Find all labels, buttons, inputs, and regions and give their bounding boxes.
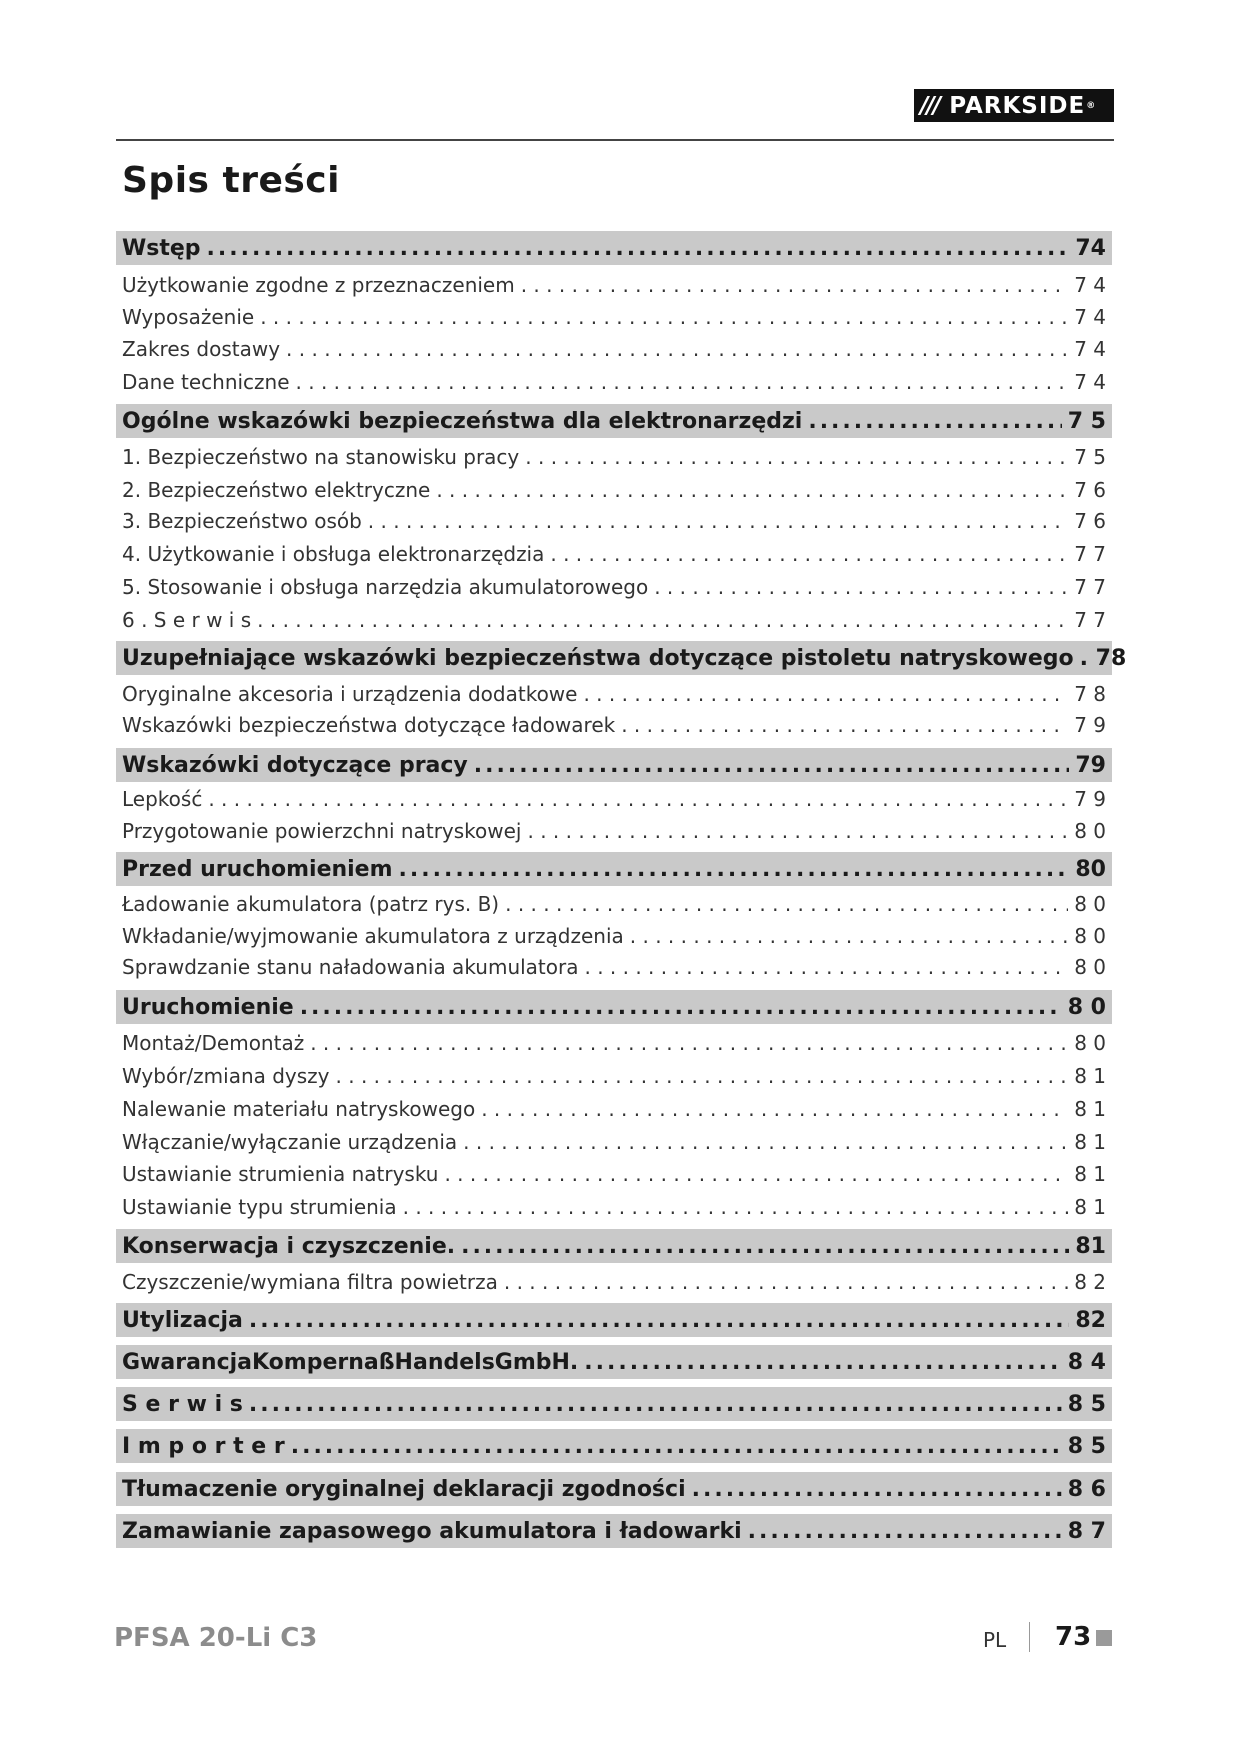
toc-entry[interactable] (116, 1191, 1112, 1223)
toc-page-number: 80 (1075, 856, 1106, 882)
toc-section-label: I m p o r t e r (122, 1433, 285, 1459)
toc-page-number: 7 5 (1067, 408, 1106, 434)
toc-entry[interactable] (116, 571, 1112, 603)
toc-entry-label: Sprawdzanie stanu naładowania akumulatora (122, 955, 579, 979)
toc-page-number: 8 5 (1067, 1391, 1106, 1417)
toc-page-number: 8 2 (1074, 1270, 1106, 1294)
toc-page-number: 8 5 (1067, 1433, 1106, 1459)
toc-page-number: 7 4 (1074, 370, 1106, 394)
toc-entry[interactable] (116, 441, 1112, 473)
toc-section[interactable] (116, 1387, 1112, 1421)
toc-entry[interactable] (116, 604, 1112, 636)
toc-section[interactable] (116, 1429, 1112, 1463)
toc-entry-label: Ustawianie typu strumienia (122, 1195, 397, 1219)
toc-section-label: Konserwacja i czyszczenie. (122, 1233, 456, 1259)
toc-section-label: Wstęp (122, 235, 201, 261)
toc-section-label: Uzupełniające wskazówki bezpieczeństwa dotyczące pistoletu natryskowego (122, 645, 1074, 671)
toc-section-label: Utylizacja (122, 1307, 243, 1333)
toc-page-number: 82 (1075, 1307, 1106, 1333)
toc-entry[interactable] (116, 269, 1112, 301)
toc-section[interactable] (116, 1303, 1112, 1337)
footer-marker-square (1096, 1630, 1112, 1646)
toc-page-number: 78 (1095, 645, 1127, 671)
toc-page-number: 7 4 (1074, 337, 1106, 361)
toc-entry-label: 6 . S e r w i s (122, 608, 252, 632)
toc-entry-label: Czyszczenie/wymiana filtra powietrza (122, 1270, 498, 1294)
toc-page-number: 8 0 (1074, 955, 1106, 979)
footer-language: PL (983, 1628, 1007, 1652)
toc-page-number: 7 6 (1074, 478, 1106, 502)
toc-section-label: Tłumaczenie oryginalnej deklaracji zgodności (122, 1476, 686, 1502)
toc-entry-label: Ustawianie strumienia natrysku (122, 1162, 439, 1186)
toc-page-number: 8 0 (1074, 924, 1106, 948)
toc-page-number: 81 (1075, 1233, 1106, 1259)
toc-page-number: 7 7 (1074, 608, 1106, 632)
toc-entry[interactable] (116, 815, 1112, 847)
page-title: Spis treści (122, 160, 340, 201)
toc-page-number: 8 1 (1074, 1195, 1106, 1219)
toc-page-number: 7 9 (1074, 787, 1106, 811)
toc-page-number: 79 (1075, 752, 1106, 778)
footer-model-name: PFSA 20-Li C3 (114, 1623, 318, 1653)
toc-page-number: 8 0 (1074, 892, 1106, 916)
toc-entry[interactable] (116, 1027, 1112, 1059)
toc-entry[interactable] (116, 301, 1112, 333)
toc-page-number: 8 6 (1067, 1476, 1106, 1502)
logo-text: PARKSIDE (949, 92, 1086, 119)
footer-page-number: 73 (1055, 1622, 1092, 1652)
toc-entry-label: Ładowanie akumulatora (patrz rys. B) (122, 892, 500, 916)
toc-entry-label: 2. Bezpieczeństwo elektryczne (122, 478, 431, 502)
toc-entry[interactable] (116, 709, 1112, 741)
toc-section[interactable] (116, 231, 1112, 265)
toc-section[interactable] (116, 990, 1112, 1024)
toc-entry-label: Wybór/zmiana dyszy (122, 1064, 330, 1088)
toc-section-label: Uruchomienie (122, 994, 294, 1020)
toc-page-number: 7 8 (1074, 682, 1106, 706)
toc-entry[interactable] (116, 505, 1112, 537)
toc-section[interactable] (116, 748, 1112, 782)
toc-entry-label: Oryginalne akcesoria i urządzenia dodatkowe (122, 682, 578, 706)
toc-entry-label: 5. Stosowanie i obsługa narzędzia akumulatorowego (122, 575, 649, 599)
toc-section[interactable] (116, 1229, 1112, 1263)
toc-entry[interactable] (116, 538, 1112, 570)
toc-section-label: Ogólne wskazówki bezpieczeństwa dla elektronarzędzi (122, 408, 803, 434)
toc-page-number: 8 1 (1074, 1162, 1106, 1186)
toc-entry-label: Zakres dostawy (122, 337, 281, 361)
toc-section-label: S e r w i s (122, 1391, 243, 1417)
toc-section[interactable] (116, 1514, 1112, 1548)
toc-entry-label: Użytkowanie zgodne z przeznaczeniem (122, 273, 515, 297)
toc-section-label: Przed uruchomieniem (122, 856, 393, 882)
toc-entry-label: Przygotowanie powierzchni natryskowej (122, 819, 522, 843)
toc-entry-label: 3. Bezpieczeństwo osób (122, 509, 362, 533)
toc-entry[interactable] (116, 920, 1112, 952)
toc-entry[interactable] (116, 951, 1112, 983)
toc-page-number: 7 4 (1074, 273, 1106, 297)
toc-entry[interactable] (116, 1060, 1112, 1092)
toc-entry[interactable] (116, 888, 1112, 920)
toc-entry-label: 1. Bezpieczeństwo na stanowisku pracy (122, 445, 520, 469)
toc-entry-label: 4. Użytkowanie i obsługa elektronarzędzia (122, 542, 545, 566)
toc-entry[interactable] (116, 783, 1112, 815)
toc-entry-label: Montaż/Demontaż (122, 1031, 305, 1055)
toc-page-number: 8 1 (1074, 1130, 1106, 1154)
toc-page-number: 7 9 (1074, 713, 1106, 737)
toc-page-number: 7 6 (1074, 509, 1106, 533)
footer-divider (1029, 1622, 1030, 1652)
toc-page-number: 8 0 (1067, 994, 1106, 1020)
toc-entry-label: Lepkość (122, 787, 203, 811)
toc-page-number: 7 7 (1074, 542, 1106, 566)
parkside-logo: /// PARKSIDE ® (914, 89, 1114, 122)
toc-page-number: 8 4 (1067, 1349, 1106, 1375)
toc-section-label: GwarancjaKompernaßHandelsGmbH. (122, 1349, 579, 1375)
toc-entry[interactable] (116, 1093, 1112, 1125)
toc-entry[interactable] (116, 1266, 1112, 1298)
toc-section[interactable] (116, 641, 1127, 675)
toc-entry[interactable] (116, 678, 1112, 710)
toc-entry[interactable] (116, 474, 1112, 506)
toc-entry-label: Dane techniczne (122, 370, 290, 394)
toc-page-number: 8 1 (1074, 1097, 1106, 1121)
toc-entry[interactable] (116, 333, 1112, 365)
toc-section[interactable] (116, 1345, 1112, 1379)
toc-section-label: Wskazówki dotyczące pracy (122, 752, 468, 778)
toc-page-number: 8 0 (1074, 819, 1106, 843)
toc-entry-label: Wskazówki bezpieczeństwa dotyczące ładowarek (122, 713, 616, 737)
toc-entry-label: Włączanie/wyłączanie urządzenia (122, 1130, 458, 1154)
toc-entry[interactable] (116, 1158, 1112, 1190)
toc-section[interactable] (116, 404, 1112, 438)
toc-page-number: 8 7 (1067, 1518, 1106, 1544)
logo-slashes: /// (920, 92, 940, 119)
toc-section[interactable] (116, 852, 1112, 886)
toc-page-number: 74 (1075, 235, 1106, 261)
toc-page-number: 7 7 (1074, 575, 1106, 599)
toc-section-label: Zamawianie zapasowego akumulatora i ładowarki (122, 1518, 742, 1544)
toc-entry-label: Nalewanie materiału natryskowego (122, 1097, 476, 1121)
toc-page-number: 7 5 (1074, 445, 1106, 469)
toc-section[interactable] (116, 1472, 1112, 1506)
toc-page-number: 8 0 (1074, 1031, 1106, 1055)
toc-page-number: 7 4 (1074, 305, 1106, 329)
toc-entry-label: Wyposażenie (122, 305, 255, 329)
toc-entry[interactable] (116, 1126, 1112, 1158)
toc-page-number: 8 1 (1074, 1064, 1106, 1088)
toc-entry[interactable] (116, 366, 1112, 398)
toc-entry-label: Wkładanie/wyjmowanie akumulatora z urządzenia (122, 924, 624, 948)
